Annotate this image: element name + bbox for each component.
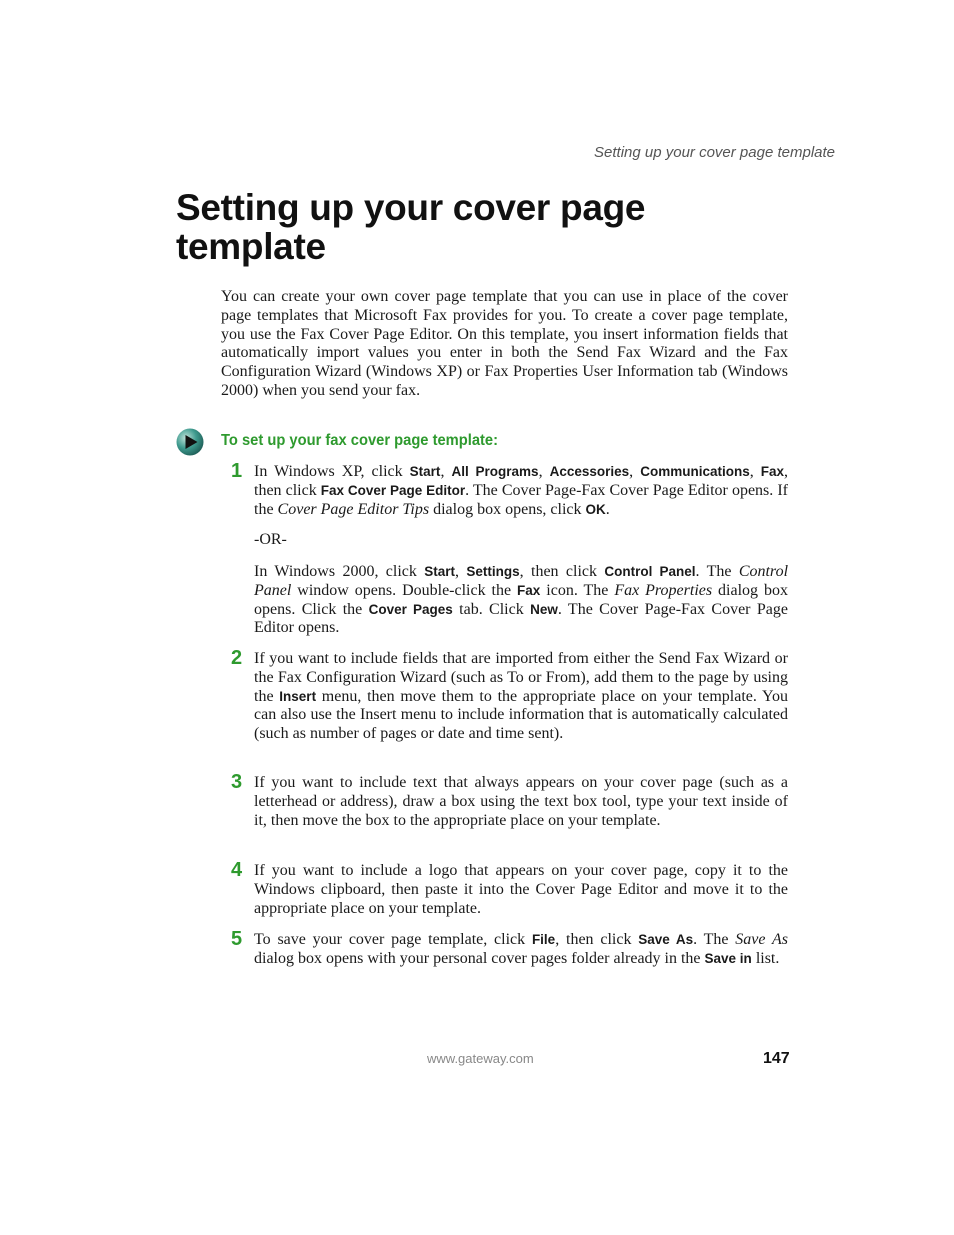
- ui-file: File: [531, 932, 556, 947]
- ui-start: Start: [409, 464, 441, 479]
- text: menu, then move them to the appropriate place on your template. You can also use the Insert menu to include information that is automatically calculated (such as number of pages or date and time sent).: [254, 687, 789, 743]
- text: If you want to include fields that are imported from either the Send Fax Wizard or the Fax Configuration Wizard (such as To or From), add them to the page by using the: [254, 650, 788, 705]
- text: tab. Click: [452, 600, 531, 618]
- step-number: 2: [231, 647, 243, 669]
- text: list.: [751, 949, 780, 967]
- step-number: 1: [231, 460, 243, 482]
- procedure-heading: To set up your fax cover page template:: [221, 432, 499, 449]
- text: . The Cover Page-Fax Cover Page Editor opens. If the: [254, 481, 788, 518]
- text: ,: [749, 463, 761, 480]
- ui-all-programs: All Programs: [451, 464, 539, 479]
- text: , then click: [519, 563, 605, 580]
- ui-accessories: Accessories: [549, 464, 630, 479]
- page-title: Setting up your cover page template: [176, 187, 646, 267]
- text: , then click: [254, 463, 789, 499]
- italic-save-as: Save As: [735, 931, 788, 948]
- step-4-paragraph: If you want to include a logo that appears on your cover page, copy it to the Windows clipboard, then paste it into the Cover Page Editor and move it to the appropriate place on your template.: [254, 862, 788, 917]
- arrow-right-icon: [176, 428, 204, 456]
- text: icon. The: [540, 581, 615, 599]
- ui-settings: Settings: [466, 564, 520, 579]
- text: ,: [629, 463, 641, 480]
- text: In Windows 2000, click: [254, 563, 425, 580]
- text: dialog box opens, click: [429, 500, 586, 518]
- text: ,: [538, 463, 550, 480]
- ui-insert: Insert: [279, 688, 317, 704]
- ui-new: New: [530, 601, 558, 617]
- ui-fax-cover-page-editor: Fax Cover Page Editor: [320, 482, 466, 498]
- text: ,: [455, 563, 467, 580]
- step-3-paragraph: If you want to include text that always appears on your cover page (such as a letterhead or address), draw a box using the text box tool, type your text inside of it, then move the box to the appropriate place on your template.: [254, 774, 788, 829]
- intro-paragraph: You can create your own cover page template that you can use in place of the cover page templates that Microsoft Fax provides for you. To create a cover page template, you use the Fax Cover Page Editor. On this template, you insert information fields that automatically import values you enter in both the Send Fax Wizard and the Fax Configuration Wizard (Windows XP) or Fax Properties User Information tab (Windows 2000) when you send your fax.: [221, 288, 788, 399]
- step-number: 5: [231, 928, 243, 950]
- text: To save your cover page template, click: [254, 931, 532, 948]
- step-1-or: -OR-: [254, 531, 287, 548]
- text: dialog box opens with your personal cover pages folder already in the: [254, 949, 705, 967]
- italic-cover-page-editor-tips: Cover Page Editor Tips: [277, 500, 430, 518]
- ui-save-in: Save in: [704, 950, 752, 966]
- text: .: [605, 500, 610, 518]
- text: ,: [440, 463, 452, 480]
- ui-fax: Fax: [517, 582, 541, 598]
- text: , then click: [555, 931, 639, 948]
- italic-control-panel: Control Panel: [254, 563, 789, 599]
- footer-url: www.gateway.com: [427, 1051, 534, 1066]
- step-1-paragraph-b: [254, 563, 788, 638]
- step-1-paragraph-a: [254, 463, 788, 519]
- text: . The: [693, 931, 736, 948]
- step-number: 3: [231, 771, 243, 793]
- text: . The: [695, 563, 739, 580]
- page-number: 147: [763, 1050, 790, 1067]
- ui-control-panel: Control Panel: [604, 564, 696, 579]
- step-5-paragraph: [254, 931, 788, 969]
- ui-save-as: Save As: [638, 932, 694, 947]
- ui-fax: Fax: [760, 464, 785, 479]
- ui-communications: Communications: [640, 464, 750, 479]
- text: . The Cover Page-Fax Cover Page Editor opens.: [254, 600, 788, 637]
- ui-start: Start: [424, 564, 456, 579]
- step-number: 4: [231, 859, 243, 881]
- text: window opens. Double-click the: [291, 581, 518, 599]
- ui-ok: OK: [585, 501, 606, 517]
- ui-cover-pages: Cover Pages: [368, 601, 453, 617]
- text: dialog box opens. Click the: [254, 581, 788, 618]
- step-2-paragraph: [254, 650, 788, 744]
- text: In Windows XP, click: [254, 463, 410, 480]
- italic-fax-properties: Fax Properties: [614, 581, 713, 599]
- running-head: Setting up your cover page template: [594, 144, 835, 161]
